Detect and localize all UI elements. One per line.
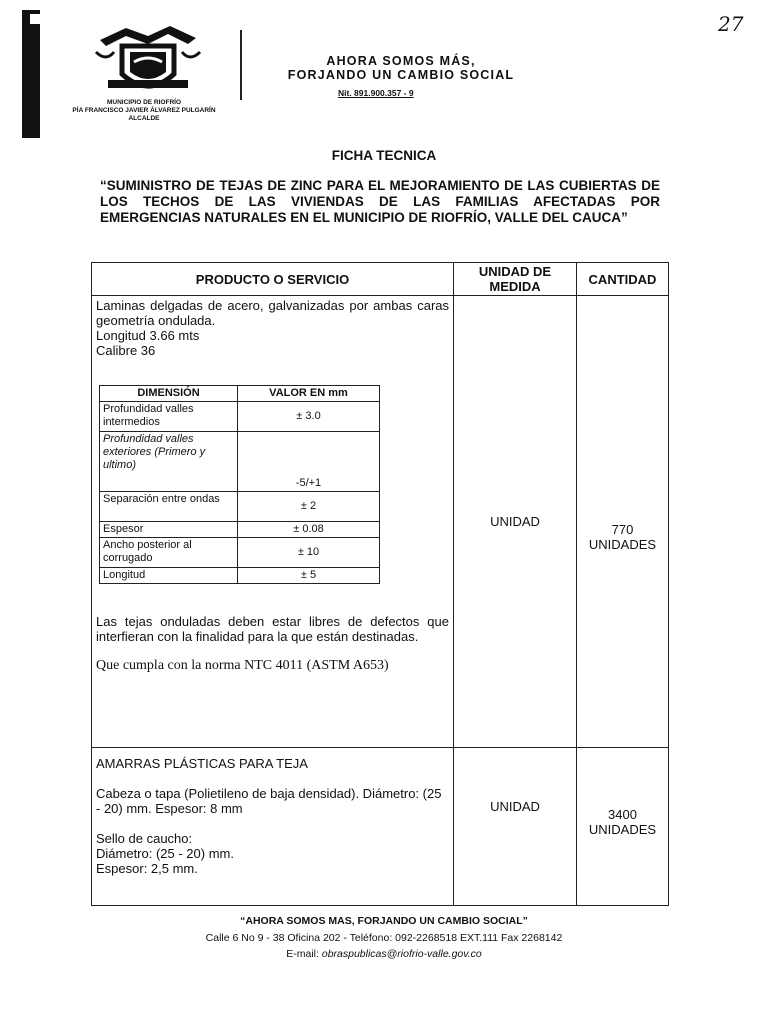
- header-product: PRODUCTO O SERVICIO: [92, 263, 454, 296]
- amarras-seal-label: Sello de caucho:: [96, 831, 193, 846]
- header-slogan-line2: FORJANDO UN CAMBIO SOCIAL: [287, 68, 515, 82]
- quantity-unit: UNIDADES: [588, 536, 657, 552]
- amarras-seal-thickness: Espesor: 2,5 mm.: [96, 861, 198, 876]
- left-margin-bar: [22, 10, 40, 138]
- page-number: 27: [718, 12, 744, 36]
- dimension-value: ± 3.0: [238, 402, 380, 432]
- table-row: [92, 748, 669, 906]
- document-subject: “SUMINISTRO DE TEJAS DE ZINC PARA EL MEJORAMIENTO DE LAS CUBIERTAS DE LOS TECHOS DE LAS VIVIENDAS DE LAS FAMILIAS AFECTADAS POR EMERGENCIAS NATURALES EN EL MUNICIPIO DE RIOFRÍO, VALLE DEL CAUCA”: [100, 178, 660, 225]
- tejas-gauge: Calibre 36: [96, 343, 156, 358]
- left-margin-notch: [30, 14, 40, 24]
- header-unit: UNIDAD DE MEDIDA: [454, 263, 577, 296]
- nit-number: Nit. 891.900.357 - 9: [338, 88, 414, 98]
- dimension-label: Separación entre ondas: [100, 492, 238, 522]
- header-slogan-line1: AHORA SOMOS MÁS,: [326, 54, 476, 68]
- table-row: [92, 296, 669, 748]
- amarras-head-spec: Cabeza o tapa (Polietileno de baja densidad). Diámetro: (25 - 20) mm. Espesor: 8 mm: [96, 786, 442, 816]
- header-quantity: CANTIDAD: [577, 263, 669, 296]
- dimension-value: ± 2: [238, 492, 380, 522]
- header-separator: [240, 30, 242, 100]
- dimension-label: Longitud: [100, 568, 238, 584]
- unit-value: UNIDAD: [490, 799, 540, 814]
- defects-note: Las tejas onduladas deben estar libres de defectos que interfieran con la finalidad para la que están destinadas.: [96, 614, 449, 644]
- dimension-label: Ancho posterior al corrugado: [100, 538, 238, 568]
- dimension-value: -5/+1: [238, 432, 380, 492]
- dimension-value: ± 5: [238, 568, 380, 584]
- email-link[interactable]: obraspublicas@riofrio-valle.gov.co: [321, 948, 482, 960]
- dimension-label: Espesor: [100, 522, 238, 538]
- mayor-title: ALCALDE: [128, 115, 160, 122]
- dimension-table: [99, 385, 380, 584]
- footer-slogan: “AHORA SOMOS MAS, FORJANDO UN CAMBIO SOCIAL”: [240, 915, 528, 927]
- quantity-unit: UNIDADES: [588, 821, 657, 837]
- document-title: FICHA TECNICA: [331, 148, 437, 163]
- municipality-caption: [40, 99, 248, 123]
- unit-cell-tejas: [454, 296, 577, 748]
- unit-value: UNIDAD: [490, 514, 540, 529]
- municipal-crest-logo: [92, 22, 204, 102]
- product-cell-amarras: [92, 748, 454, 906]
- dimension-row: [100, 568, 380, 584]
- quantity-cell-amarras: [577, 748, 669, 906]
- amarras-seal-diameter: Diámetro: (25 - 20) mm.: [96, 846, 234, 861]
- dimension-header: DIMENSIÓN: [100, 386, 238, 402]
- dimension-header-row: [100, 386, 380, 402]
- value-header: VALOR EN mm: [238, 386, 380, 402]
- header-slogan: [256, 54, 546, 82]
- table-header-row: [92, 263, 669, 296]
- footer-contact: [0, 948, 768, 960]
- dimension-value: ± 0.08: [238, 522, 380, 538]
- dimension-row: [100, 522, 380, 538]
- dimension-row: [100, 492, 380, 522]
- tejas-length: Longitud 3.66 mts: [96, 328, 200, 343]
- tejas-description: Laminas delgadas de acero, galvanizadas por ambas caras geometría ondulada.: [96, 298, 449, 328]
- unit-cell-amarras: [454, 748, 577, 906]
- specification-table: [91, 262, 669, 906]
- amarras-title: AMARRAS PLÁSTICAS PARA TEJA: [96, 756, 308, 771]
- municipality-name: MUNICIPIO DE RIOFRÍO: [106, 99, 182, 106]
- dimension-row: [100, 402, 380, 432]
- norm-requirement: Que cumpla con la norma NTC 4011 (ASTM A653): [96, 658, 389, 673]
- mayor-name: PÍA FRANCISCO JAVIER ÁLVAREZ PULGARÍN: [72, 107, 216, 114]
- quantity-number: 3400: [608, 806, 637, 822]
- dimension-label: Profundidad valles exteriores (Primero y ultimo): [100, 432, 238, 492]
- footer-address: Calle 6 No 9 - 38 Oficina 202 - Teléfono: 092-2268518 EXT.111 Fax 2268142: [205, 932, 563, 944]
- email-label: E-mail:: [286, 948, 322, 960]
- quantity-number: 770: [611, 521, 634, 537]
- dimension-row: [100, 432, 380, 492]
- quantity-cell-tejas: [577, 296, 669, 748]
- product-cell-tejas: [92, 296, 454, 748]
- dimension-value: ± 10: [238, 538, 380, 568]
- dimension-label: Profundidad valles intermedios: [100, 402, 238, 432]
- dimension-row: [100, 538, 380, 568]
